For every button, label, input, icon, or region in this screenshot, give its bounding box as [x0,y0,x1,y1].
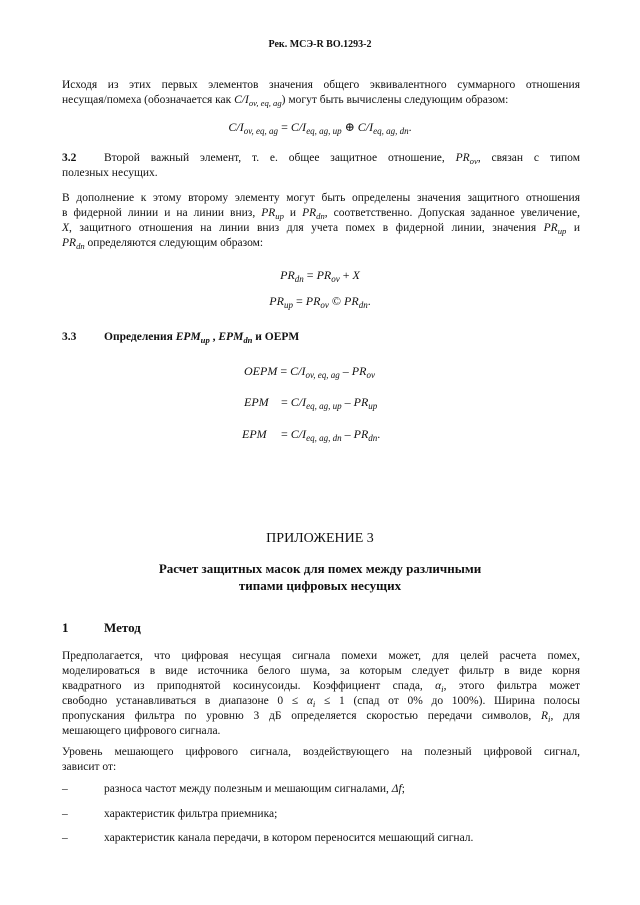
eq-subscript: ov [366,370,375,380]
paragraph-depends [62,745,580,775]
list-bullet: – [62,783,68,795]
text-run: , для [550,710,580,722]
eq-subscript: ov, eq, ag [305,370,340,380]
list-item [104,783,405,795]
paragraph-line [62,694,580,709]
eq-subscript: eq, ag, dn [306,433,342,443]
list-item: характеристик канала передачи, в котором переносится мешающий сигнал. [104,832,474,844]
symbol-subscript: i [548,714,551,724]
eq-operator: – [339,364,352,378]
paragraph-line: мешающего цифрового сигнала. [62,725,221,737]
eq-term: PR [280,268,295,282]
section-1-number: 1 [62,620,69,635]
text-run: пропускания фильтра по уровню 3 дБ определяется скоростью передачи символов, [62,710,541,722]
list-bullet: – [62,832,68,844]
symbol-subscript: i [441,684,444,694]
equation-epm-up [244,395,377,410]
symbol-subscript: dn [316,211,325,221]
symbol-pr: PR [302,207,317,219]
subtitle-line: Расчет защитных масок для помех между различными [158,561,482,576]
eq-subscript: dn [358,300,368,310]
paragraph-method [62,649,580,739]
symbol-pr: PR [543,222,558,234]
eq-subscript: eq, ag, dn [373,126,409,136]
text-run: ) могут быть вычислены следующим образом: [281,94,509,106]
eq-operator: + [339,268,353,282]
paragraph-line [62,221,580,236]
eq-term: C/I [228,120,244,134]
symbol-pr: PR [261,207,276,219]
eq-term: C/I [290,427,307,441]
symbol-alpha: α [435,680,442,692]
paragraph-intro [62,78,580,108]
text-run: , [209,331,219,343]
eq-term: PR [269,294,284,308]
subtitle-line: типами цифровых несущих [238,578,402,593]
eq-term: PR [316,268,332,282]
symbol-subscript: up [557,226,567,236]
eq-subscript: dn [294,274,304,284]
text-run: и [283,207,303,219]
list-bullet: – [62,808,68,820]
symbol-x: X [62,222,70,234]
eq-operator: = [277,364,291,378]
section-number: 3.3 [62,331,77,343]
text-run: , соответственно. Допуская заданное увеличение, [324,207,580,219]
eq-term: PR [353,395,369,409]
eq-end: . [377,427,381,441]
section-3-3-heading [62,330,580,345]
text-run: , защитного отношения на линии вниз для учета помех в фидерной линии, значения [69,222,544,234]
text-run: определяются следующим образом: [84,237,264,249]
annex-title: ПРИЛОЖЕНИЕ 3 [266,531,374,546]
eq-subscript: up [283,300,293,310]
text-run: ; [401,783,405,795]
text-run: разноса частот между полезным и мешающим сигналами, [104,783,392,795]
eq-term: EPM [244,395,269,409]
symbol-subscript: ov [469,156,478,166]
text-run: квадратного из приподнятой косинусоиды. Коэффициент спада, [62,680,436,692]
paragraph-line [62,679,580,694]
text-run: , этого фильтра может [443,680,580,692]
equation-ci-total [0,120,640,135]
eq-term: OEPM [244,364,278,378]
text-run: Второй важный элемент, т. е. общее защитное отношение, [104,152,456,164]
paragraph-line: Исходя из этих первых элементов значения общего эквивалентного суммарного отношения [62,79,580,91]
eq-subscript: dn [368,433,378,443]
symbol-epm: EPM [218,331,244,343]
eq-operator: = [278,120,291,134]
symbol-subscript: up [200,335,210,345]
annex-subtitle [0,560,640,594]
eq-operator: © [328,294,345,308]
symbol-pr: PR [455,152,470,164]
eq-term: PR [353,427,369,441]
paragraph-line: Предполагается, что цифровая несущая сигнала помехи может, для целей расчета помех, [62,650,580,662]
symbol-ci: C/I [234,94,249,106]
paragraph-line [62,709,580,724]
paragraph-protection-ratios [62,191,580,251]
symbol-pr: PR [62,237,77,249]
symbol-delta-f: Δf [391,783,402,795]
heading-line [62,330,580,345]
eq-term: C/I [290,395,307,409]
symbol-r: R [541,710,549,722]
text-run: ≤ 1 (спад от 0% до 100%). Ширина полосы [315,695,580,707]
symbol-epm: EPM [175,331,201,343]
eq-term: EPM [242,427,267,441]
eq-end: . [367,294,371,308]
eq-operator: = [278,427,291,441]
paragraph-line: зависит от: [62,761,117,773]
paragraph-line: Уровень мешающего цифрового сигнала, воздействующего на полезный цифровой сигнал, [62,746,580,758]
eq-subscript: up [368,401,378,411]
eq-subscript: eq, ag, up [306,126,342,136]
paragraph-line [62,151,580,166]
paragraph-line [62,93,580,108]
text-run: и [566,222,580,234]
eq-term: PR [351,364,367,378]
equation-pr-up [0,294,640,309]
eq-term: PR [344,294,359,308]
equation-pr-dn [0,268,640,283]
eq-operator: = [303,268,317,282]
eq-operator: = [292,294,306,308]
symbol-subscript: ov, eq, ag [248,98,282,108]
eq-operator: – [341,427,354,441]
eq-operator: = [278,395,291,409]
text-run: несущая/помеха (обозначается как [62,94,235,106]
eq-term: C/I [290,364,306,378]
page-header: Рек. МСЭ-R BO.1293-2 [268,39,372,50]
paragraph-line: моделироваться в виде источника белого шума, за которым следует фильтр в виде корня [62,665,580,677]
section-1-title: Метод [104,620,141,635]
eq-term: PR [305,294,321,308]
equation-epm-dn [242,427,380,442]
text-run: , связан с типом [477,152,580,164]
symbol-subscript: i [312,699,316,709]
eq-term: X [352,268,360,282]
eq-term: C/I [357,120,374,134]
paragraph-line [62,236,580,251]
eq-operator: – [341,395,354,409]
eq-subscript: ov [331,274,340,284]
symbol-subscript: up [275,211,284,221]
symbol-subscript: dn [243,335,253,345]
equation-oepm [244,364,375,379]
section-number: 3.2 [62,152,77,164]
paragraph-line [62,206,580,221]
section-3-2 [62,151,580,181]
symbol-alpha: α [306,695,313,707]
paragraph-line: полезных несущих. [62,167,158,179]
eq-subscript: eq, ag, up [306,401,342,411]
text-run: и OEPM [252,331,300,343]
text-run: в фидерной линии и на линии вниз, [62,207,262,219]
paragraph-line: В дополнение к этому второму элементу могут быть определены значения защитного отношения [62,192,580,204]
eq-operator: ⊕ [341,120,358,134]
symbol-subscript: dn [76,241,85,251]
list-item: характеристик фильтра приемника; [104,808,278,820]
eq-end: . [408,120,412,134]
eq-subscript: ov, eq, ag [243,126,279,136]
text-run: свободно устанавливаться в диапазоне 0 ≤ [62,695,307,707]
eq-subscript: ov [320,300,329,310]
text-run: Определения [104,331,176,343]
eq-term: C/I [290,120,307,134]
